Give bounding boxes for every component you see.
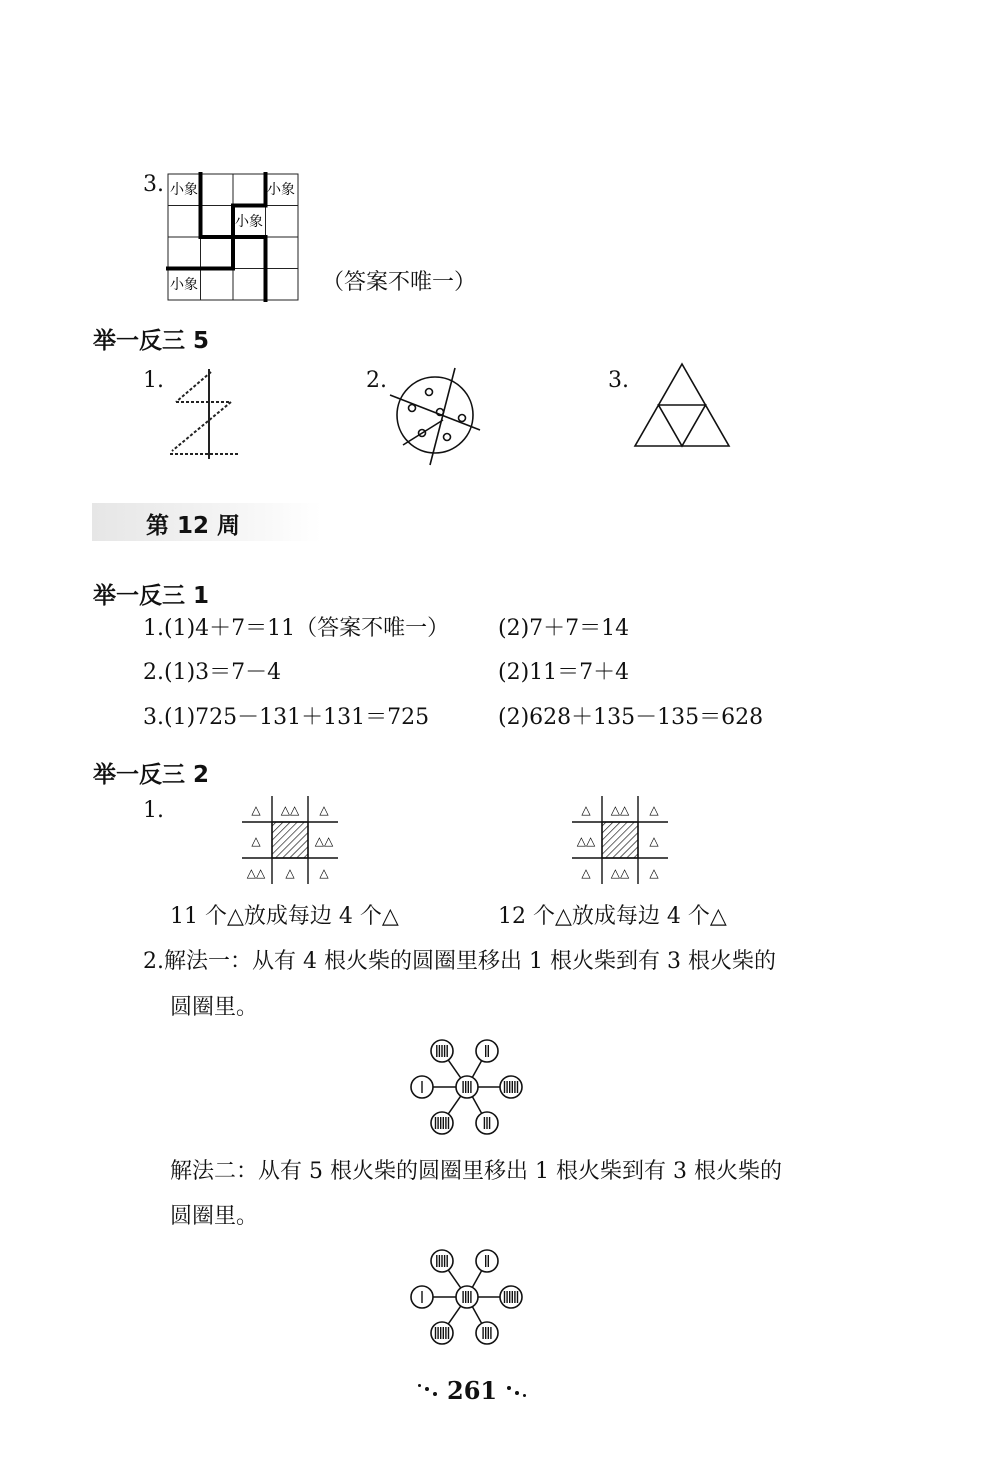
- page-footer: [418, 1376, 526, 1405]
- match-circle-bottom-left: [431, 1112, 453, 1134]
- match-circle-center: [456, 1286, 478, 1308]
- connector-line: [448, 1096, 460, 1114]
- match-diagram-2: [405, 1245, 530, 1350]
- q3-label: 3.: [608, 368, 629, 393]
- solution1-line2: 圆圈里。: [170, 995, 259, 1020]
- triangle-mark: △△: [246, 866, 266, 880]
- match-circle-bottom-right: [476, 1112, 498, 1134]
- triangle-mark: △△: [610, 803, 630, 817]
- connector-line: [448, 1270, 460, 1288]
- triangle-mark: △: [319, 803, 329, 817]
- triangle-mark: △: [649, 803, 659, 817]
- equation-left: 3.(1)725－131＋131＝725: [143, 705, 430, 730]
- triangle-grid-left: [240, 794, 340, 886]
- equation-right: (2)11＝7＋4: [498, 660, 630, 685]
- triangle-mark: △: [581, 866, 591, 880]
- triangle-figure: [632, 362, 732, 450]
- caption-left: 11 个△放成每边 4 个△: [170, 904, 399, 929]
- equation-left: 1.(1)4＋7＝11（答案不唯一）: [143, 616, 450, 641]
- solution2-line1: 解法二：从有 5 根火柴的圆圈里移出 1 根火柴到有 3 根火柴的: [170, 1159, 782, 1184]
- connector-line: [472, 1061, 481, 1078]
- equation-right: (2)628＋135－135＝628: [498, 705, 764, 730]
- solution2-line2: 圆圈里。: [170, 1204, 259, 1229]
- triangle-mark: △△: [280, 803, 300, 817]
- equation-left: 2.(1)3＝7－4: [143, 660, 282, 685]
- match-circle-left: [411, 1286, 433, 1308]
- section-title-2: 举一反三 2: [93, 762, 210, 788]
- triangle-mark: △: [285, 866, 295, 880]
- connector-line: [472, 1271, 481, 1288]
- connector-line: [472, 1097, 481, 1114]
- match-circle-bottom-left: [431, 1322, 453, 1344]
- triangle-grid-right: [570, 794, 670, 886]
- match-diagram-1: [405, 1035, 530, 1140]
- week-title: 第 12 周: [146, 513, 241, 539]
- match-circle-right: [500, 1286, 522, 1308]
- match-circle-center: [456, 1076, 478, 1098]
- elephant-cell: 小象: [235, 214, 263, 230]
- caption-right: 12 个△放成每边 4 个△: [498, 904, 727, 929]
- q2-label: 2.: [366, 368, 387, 393]
- q1-label: 1.: [143, 798, 164, 823]
- elephant-grid: [166, 172, 301, 302]
- q1-label: 1.: [143, 368, 164, 393]
- circle-cut-figure: [385, 360, 485, 470]
- match-circle-top-right: [476, 1250, 498, 1272]
- triangle-mark: △: [649, 866, 659, 880]
- section-title-5: 举一反三 5: [93, 328, 210, 354]
- answer-note: （答案不唯一）: [322, 270, 477, 295]
- solution1-line1: 2.解法一：从有 4 根火柴的圆圈里移出 1 根火柴到有 3 根火柴的: [143, 949, 776, 974]
- triangle-mark: △△: [314, 834, 334, 848]
- triangle-mark: △: [649, 834, 659, 848]
- match-circle-left: [411, 1076, 433, 1098]
- elephant-cell: 小象: [267, 182, 295, 198]
- elephant-cell: 小象: [170, 182, 198, 198]
- match-circle-top-left: [431, 1250, 453, 1272]
- p3-number: 3.: [143, 172, 164, 197]
- zigzag-figure: [166, 364, 246, 464]
- triangle-mark: △△: [610, 866, 630, 880]
- triangle-mark: △: [251, 803, 261, 817]
- page-number: 261: [447, 1376, 498, 1405]
- connector-line: [448, 1060, 460, 1078]
- triangle-mark: △: [251, 834, 261, 848]
- triangle-mark: △: [581, 803, 591, 817]
- match-circle-right: [500, 1076, 522, 1098]
- triangle-mark: △: [319, 866, 329, 880]
- match-circle-top-left: [431, 1040, 453, 1062]
- section-title-1: 举一反三 1: [93, 583, 210, 609]
- elephant-cell: 小象: [170, 277, 198, 293]
- match-circle-bottom-right: [476, 1322, 498, 1344]
- equation-right: (2)7＋7＝14: [498, 616, 630, 641]
- triangle-mark: △△: [576, 834, 596, 848]
- connector-line: [472, 1307, 481, 1324]
- connector-line: [448, 1306, 460, 1324]
- match-circle-top-right: [476, 1040, 498, 1062]
